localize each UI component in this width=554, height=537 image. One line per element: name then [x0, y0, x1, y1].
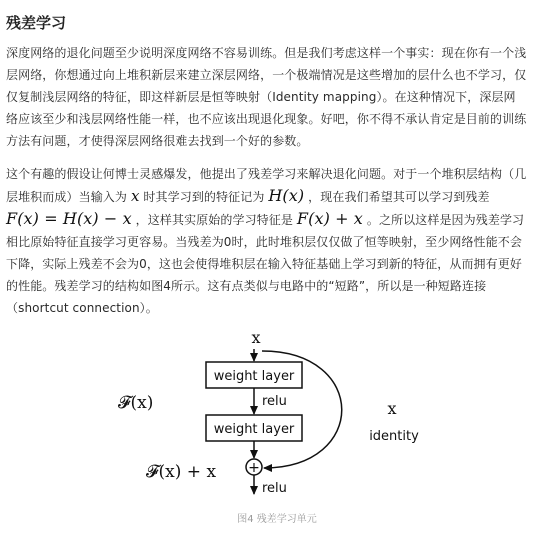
residual-block-diagram	[0, 320, 554, 520]
text-segment: 层堆积而成）当输入为	[6, 190, 128, 204]
text-segment: 。之所以这样是因为残差学习	[366, 213, 525, 227]
paragraph-line: 这个有趣的假设让何博士灵感爆发，他提出了残差学习来解决退化问题。对于一个堆积层结构（几	[6, 167, 527, 181]
paragraph-line: 深度网络的退化问题至少说明深度网络不容易训练。但是我们考虑这样一个事实：现在你有一个浅	[6, 46, 527, 60]
math-fx-plus-x: F(x) + x	[296, 209, 363, 228]
text-segment: 时其学习到的特征记为	[143, 190, 265, 204]
math-x: x	[130, 187, 140, 205]
paragraph-line: （shortcut connection）。	[6, 301, 158, 315]
weight-layer-1-label: weight layer	[213, 369, 295, 384]
relu-mid-label: relu	[262, 394, 287, 409]
input-x-label: x	[251, 328, 261, 347]
paragraph-line: 层网络，你想通过向上堆积新层来建立深层网络，一个极端情况是这些增加的层什么也不学习，仅	[6, 68, 527, 82]
text-segment: ，这样其实原始的学习特征是	[135, 213, 293, 227]
paragraph-line: 下降，实际上残差不会为0，这也会使得堆积层在输入特征基础上学习到新的特征，从而拥有更好	[6, 257, 522, 271]
text-segment: ，现在我们希望其可以学习到残差	[308, 190, 490, 204]
figure-caption: 图4 残差学习单元	[237, 514, 317, 525]
paragraph-line: 仅复制浅层网络的特征，即这样新层是恒等映射（Identity mapping）。在这种情况下，深层网	[6, 90, 516, 104]
sum-label: 𝓕(x) + x	[146, 462, 217, 482]
identity-label: identity	[369, 429, 419, 444]
shortcut-x-label: x	[387, 399, 397, 418]
paragraph-residual	[6, 163, 546, 319]
section-heading: 残差学习	[6, 14, 67, 32]
paragraph-degradation	[6, 42, 546, 152]
relu-out-label: relu	[262, 481, 287, 496]
fx-label: 𝓕(x)	[118, 393, 154, 413]
paragraph-line	[6, 185, 546, 208]
paragraph-line: 方法有问题，才使得深层网络很难去找到一个好的参数。	[6, 134, 309, 148]
plus-symbol: +	[248, 460, 260, 476]
paragraph-line: 络应该至少和浅层网络性能一样，也不应该出现退化现象。好吧，你不得不承认肯定是目前的训练	[6, 112, 527, 126]
paragraph-line: 的性能。残差学习的结构如图4所示。这有点类似与电路中的“短路”，所以是一种短路连接	[6, 279, 487, 293]
paragraph-line: 相比原始特征直接学习更容易。当残差为0时，此时堆积层仅仅做了恒等映射，至少网络性能不会	[6, 235, 522, 249]
paragraph-line	[6, 208, 546, 231]
math-hx: H(x)	[268, 186, 305, 205]
math-residual-equation: F(x) = H(x) − x	[6, 209, 132, 228]
weight-layer-2-label: weight layer	[213, 422, 295, 437]
